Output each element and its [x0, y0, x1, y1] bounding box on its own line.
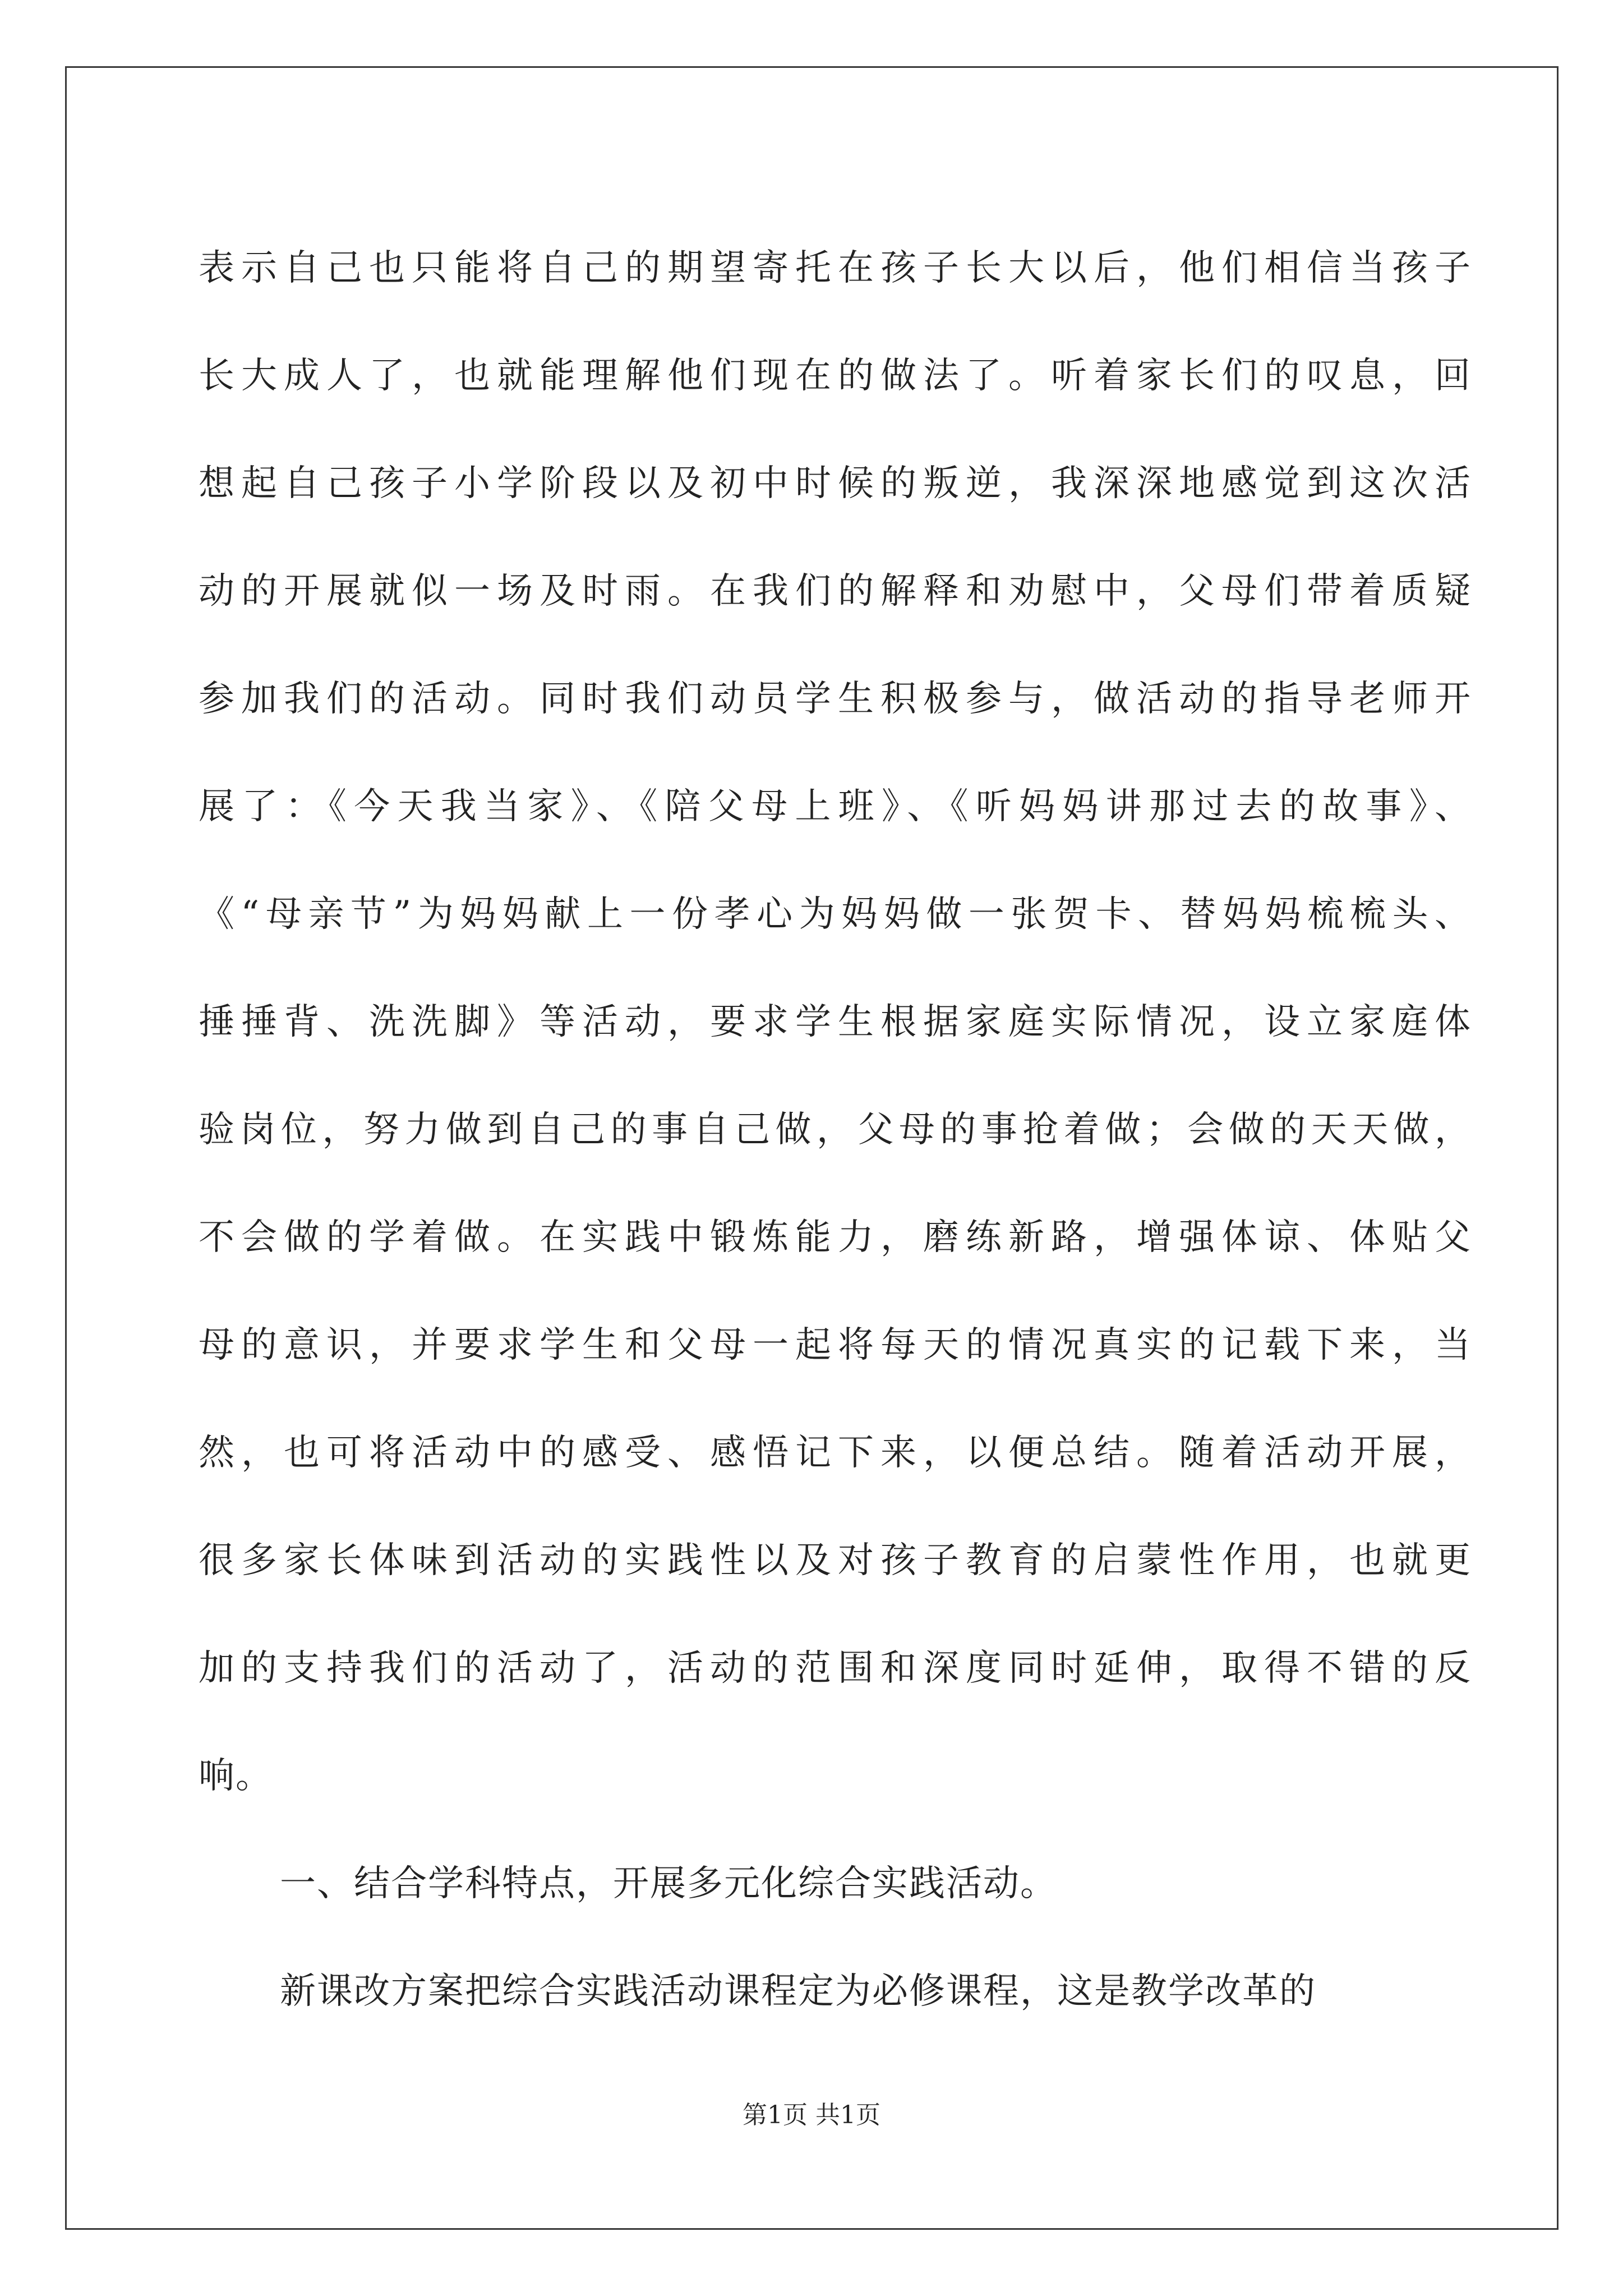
text-line: 不会做的学着做。在实践中锻炼能力，磨练新路，增强体谅、体贴父 — [199, 1217, 1472, 1258]
text-line: 参加我们的活动。同时我们动员学生积极参与，做活动的指导老师开 — [199, 678, 1472, 720]
text-line: 加的支持我们的活动了，活动的范围和深度同时延伸，取得不错的反 — [199, 1648, 1472, 1689]
text-line: 想起自己孩子小学阶段以及初中时候的叛逆，我深深地感觉到这次活 — [199, 463, 1472, 504]
text-line: 验岗位，努力做到自己的事自己做，父母的事抢着做；会做的天天做， — [199, 1109, 1472, 1151]
text-line: 《“母亲节”为妈妈献上一份孝心为妈妈做一张贺卡、替妈妈梳梳头、 — [199, 894, 1472, 935]
section-heading: 一、结合学科特点，开展多元化综合实践活动。 — [280, 1863, 1057, 1904]
text-line: 很多家长体味到活动的实践性以及对孩子教育的启蒙性作用，也就更 — [199, 1540, 1472, 1581]
text-line: 响。 — [199, 1755, 273, 1797]
text-line: 表示自己也只能将自己的期望寄托在孩子长大以后，他们相信当孩子 — [199, 247, 1472, 289]
paragraph-start: 新课改方案把综合实践活动课程定为必修课程，这是教学改革的 — [280, 1971, 1316, 2012]
page-footer: 第1页 共1页 — [743, 2101, 880, 2129]
text-line: 动的开展就似一场及时雨。在我们的解释和劝慰中，父母们带着质疑 — [199, 570, 1472, 612]
text-line: 母的意识，并要求学生和父母一起将每天的情况真实的记载下来，当 — [199, 1324, 1472, 1366]
text-line: 捶捶背、洗洗脚》等活动，要求学生根据家庭实际情况，设立家庭体 — [199, 1001, 1472, 1043]
text-line: 然，也可将活动中的感受、感悟记下来，以便总结。随着活动开展， — [199, 1432, 1472, 1474]
document-body — [199, 214, 1472, 2045]
text-line: 长大成人了，也就能理解他们现在的做法了。听着家长们的叹息，回 — [199, 355, 1472, 397]
text-line: 展了：《今天我当家》、《陪父母上班》、《听妈妈讲那过去的故事》、 — [199, 786, 1472, 827]
